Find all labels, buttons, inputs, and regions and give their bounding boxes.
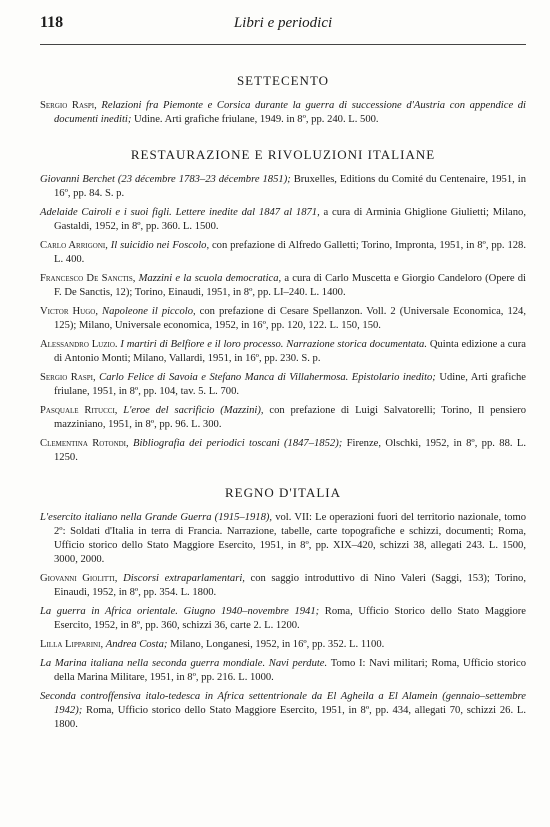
section-heading-restaurazione: RESTAURAZIONE E RIVOLUZIONI ITALIANE bbox=[130, 147, 436, 162]
bibliography-entry bbox=[40, 239, 526, 267]
bibliography-entry bbox=[40, 572, 526, 600]
entry-details: Milano, Longanesi, 1952, in 16º, pp. 352. L. 1100. bbox=[167, 639, 385, 650]
entry-author: Victor Hugo, bbox=[40, 306, 98, 317]
bibliography-entry bbox=[40, 638, 526, 652]
bibliography-entry bbox=[40, 338, 526, 366]
bibliography-entry bbox=[40, 371, 526, 399]
entry-details: a cura di Arminia Ghiglione Giulietti; Milano, Gastaldi, 1952, in 8º, pp. 360. L. 1500. bbox=[54, 207, 526, 232]
section-heading-regno: REGNO D'ITALIA bbox=[224, 485, 342, 500]
entry-title: Napoleone il piccolo, bbox=[102, 306, 196, 317]
bibliography-entry bbox=[40, 99, 526, 127]
header-rule bbox=[40, 44, 526, 45]
bibliography-entry bbox=[40, 657, 526, 685]
entry-details: con saggio introduttivo di Nino Valeri (Saggi, 153); Torino, Einaudi, 1952, in 8º, pp. 354. L. 1800. bbox=[54, 573, 526, 598]
bibliography-entry bbox=[40, 511, 526, 567]
entry-author: Sergio Raspi, bbox=[40, 372, 96, 383]
entry-details: vol. VII: Le operazioni fuori del territorio nazionale, tomo 2º: Soldati d'Italia in terra di Francia. Narrazione, tabelle, carte topografiche e schizzi, documenti; Roma, Ufficio storico dello Stato Maggiore Esercito, 1951, in 8º, pp. XIX–420, schizzi 38, allegati 243. L. 1500, 3000, 2000. bbox=[54, 512, 527, 565]
entry-details: Udine, Arti grafiche friulane, 1951, in 8º, pp. 104, tav. 5. L. 700. bbox=[54, 372, 526, 397]
bibliography-entry bbox=[40, 173, 526, 201]
page-number: 118 bbox=[40, 14, 64, 31]
entry-author: Clementina Rotondi, bbox=[40, 438, 129, 449]
entry-title: La guerra in Africa orientale. Giugno 1940–novembre 1941; bbox=[40, 606, 320, 617]
entry-title: Seconda controffensiva italo-tedesca in Africa settentrionale da El Agheila a El Alamein (gennaio–settembre 1942); bbox=[40, 691, 526, 716]
entry-title: Relazioni fra Piemonte e Corsica durante la guerra di successione d'Austria con appendice di documenti inediti; bbox=[54, 100, 526, 125]
section-heading-settecento: SETTECENTO bbox=[236, 73, 330, 88]
entry-details: Bruxelles, Editions du Comité du Centenaire, 1951, in 16º, pp. 84. S. p. bbox=[54, 174, 526, 199]
entry-title: La Marina italiana nella seconda guerra mondiale. Navi perdute. bbox=[40, 658, 328, 669]
entry-title: L'eroe del sacrificio (Mazzini), bbox=[123, 405, 264, 416]
bibliography-entry bbox=[40, 404, 526, 432]
entry-author: Giovanni Giolitti, bbox=[40, 573, 118, 584]
entry-title: L'esercito italiano nella Grande Guerra (1915–1918), bbox=[40, 512, 273, 523]
entry-details: a cura di Carlo Muscetta e Giorgio Candeloro (Opere di F. De Sanctis, 12); Torino, Einaudi, 1951, in 8º, pp. LI–240. L. 1400. bbox=[54, 273, 527, 298]
bibliography-entry bbox=[40, 305, 526, 333]
entry-details: con prefazione di Cesare Spellanzon. Voll. 2 (Universale Economica, 124, 125); Milano, Universale economica, 1952, in 16º, pp. 120, 122. L. 150, 150. bbox=[54, 306, 526, 331]
entry-details: Tomo I: Navi militari; Roma, Ufficio storico della Marina Militare, 1951, in 8º, pp. 216. L. 1000. bbox=[54, 658, 526, 683]
bibliography-entry bbox=[40, 605, 526, 633]
entry-title: Andrea Costa; bbox=[105, 639, 168, 650]
running-title: Libri e periodici bbox=[233, 15, 333, 31]
entry-author: Carlo Arrigoni, bbox=[40, 240, 108, 251]
entry-author: Sergio Raspi, bbox=[40, 100, 97, 111]
entry-details: Quinta edizione a cura di Antonio Monti; Milano, Vallardi, 1951, in 16º, pp. 230. S. p. bbox=[54, 339, 526, 364]
entry-details: Roma, Ufficio storico dello Stato Maggiore Esercito, 1951, in 8º, pp. 434, allegati 70, schizzi 26. L. 1800. bbox=[54, 705, 526, 730]
entry-title: Giovanni Berchet (23 décembre 1783–23 décembre 1851); bbox=[40, 174, 291, 185]
entry-author: Francesco De Sanctis, bbox=[40, 273, 136, 284]
bibliography-entry bbox=[40, 272, 526, 300]
entry-details: Roma, Ufficio Storico dello Stato Maggiore Esercito, 1952, in 8º, pp. 360, schizzi 36, carte 2. L. 1200. bbox=[54, 606, 526, 631]
bibliography-entry bbox=[40, 206, 526, 234]
page-header bbox=[40, 14, 526, 40]
entry-title: Bibliografia dei periodici toscani (1847–1852); bbox=[133, 438, 343, 449]
entry-title: Carlo Felice di Savoia e Stefano Manca di Villahermosa. Epistolario inedito; bbox=[99, 372, 436, 383]
entry-details: con prefazione di Luigi Salvatorelli; Torino, Il pensiero mazziniano, 1951, in 8º, pp. 96. L. 300. bbox=[54, 405, 527, 430]
entry-title: I martiri di Belfiore e il loro processo. Narrazione storica documentata. bbox=[120, 339, 428, 350]
bibliography-entry bbox=[40, 690, 526, 732]
entry-author: Alessandro Luzio. bbox=[40, 339, 118, 350]
entry-title: Discorsi extraparlamentari, bbox=[123, 573, 245, 584]
entry-author: Lilla Lipparini, bbox=[40, 639, 104, 650]
entry-details: Firenze, Olschki, 1952, in 8º, pp. 88. L. 1250. bbox=[54, 438, 526, 463]
entry-title: Il suicidio nei Foscolo, bbox=[110, 240, 210, 251]
entry-details: Udine. Arti grafiche friulane, 1949. in 8º, pp. 240. L. 500. bbox=[131, 114, 379, 125]
entry-title: Adelaide Cairoli e i suoi figli. Lettere inedite dal 1847 al 1871, bbox=[40, 207, 320, 218]
entry-details: con prefazione di Alfredo Galletti; Torino, Impronta, 1951, in 8º, pp. 128. L. 400. bbox=[54, 240, 526, 265]
entry-author: Pasquale Ritucci, bbox=[40, 405, 118, 416]
entry-title: Mazzini e la scuola democratica, bbox=[138, 273, 282, 284]
bibliography-entry bbox=[40, 437, 526, 465]
